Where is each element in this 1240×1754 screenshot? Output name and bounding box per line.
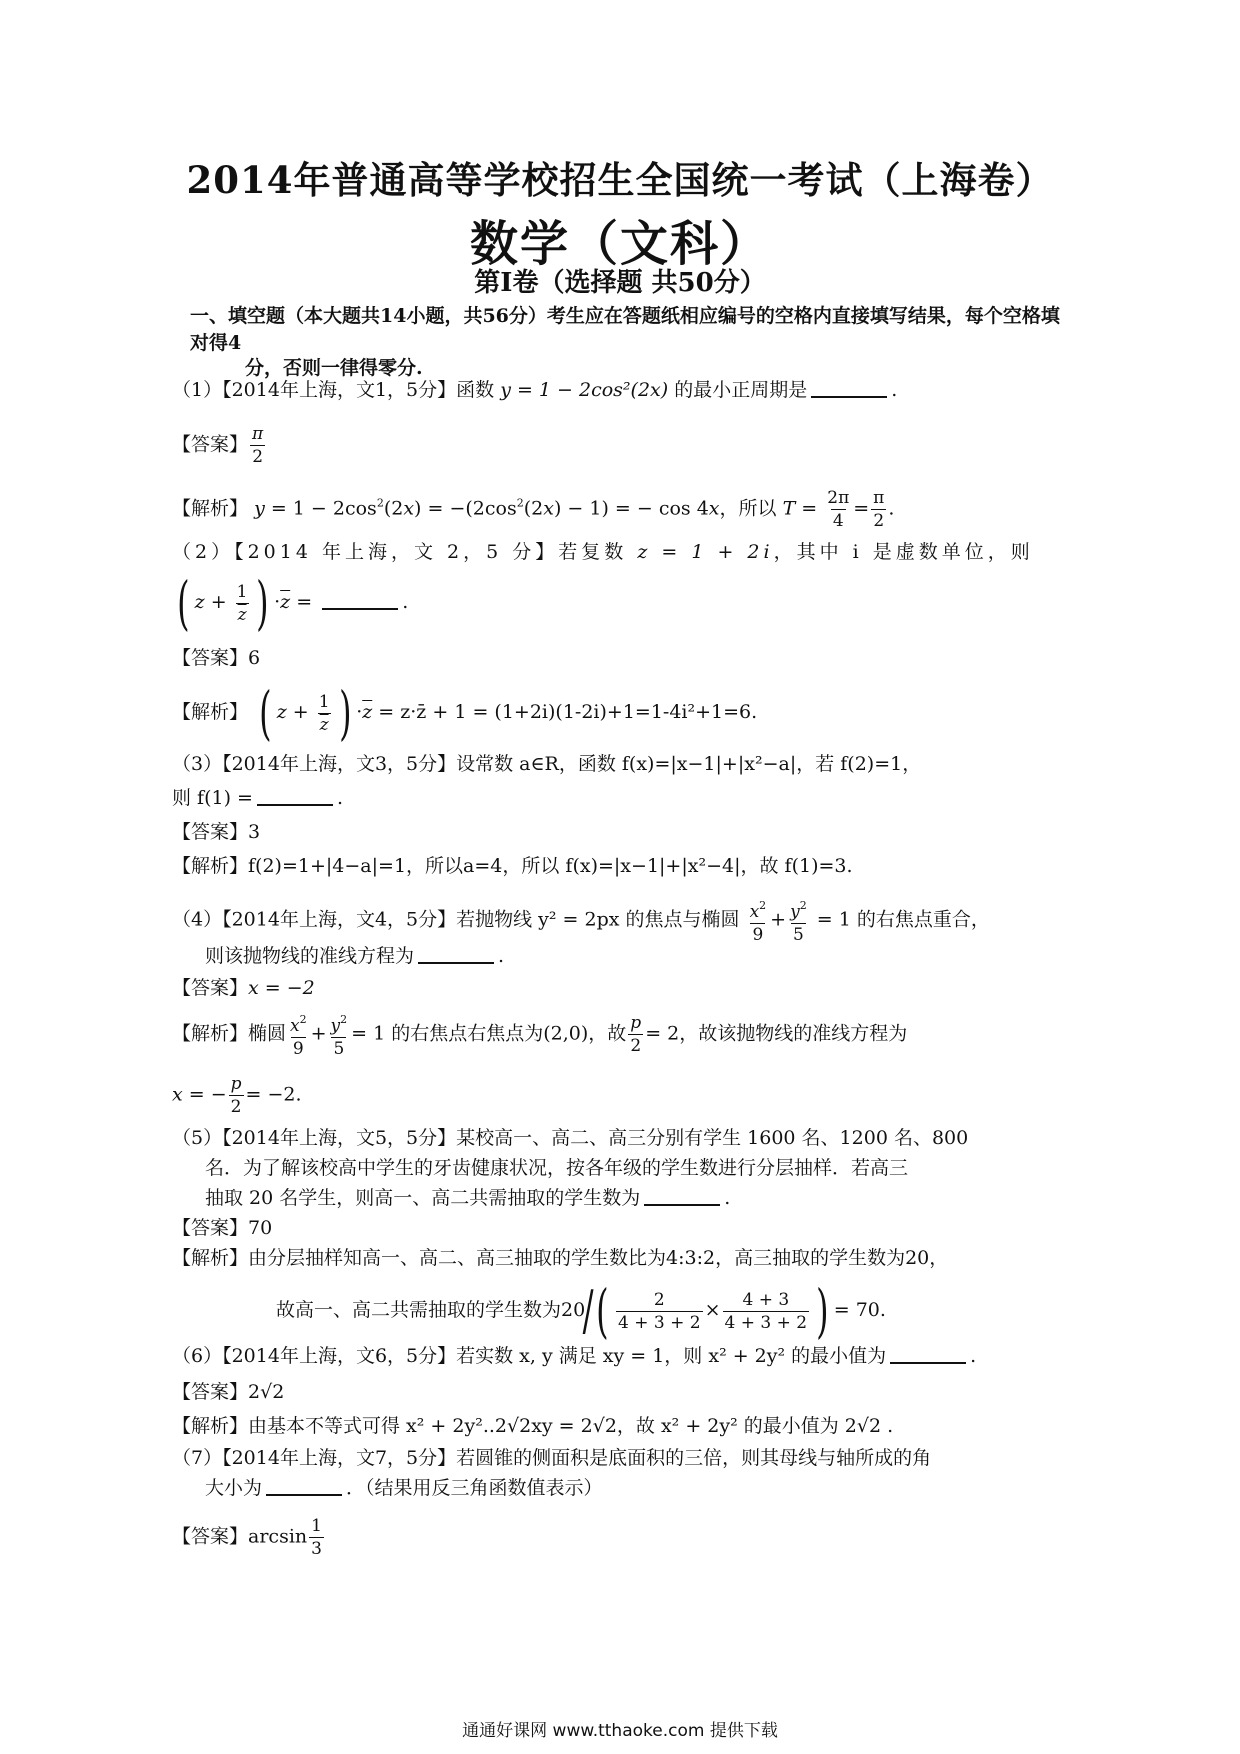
analysis-text: 由基本不等式可得 x² + 2y²..2√2xy = 2√2，故 x² + 2y² 的最小值为 2√2 .	[248, 1415, 894, 1437]
answer-fraction: $\frac{\pi}{2}$	[252, 424, 264, 467]
problem-number: （5）	[172, 1127, 223, 1149]
answer-label: 【答案】	[172, 1217, 249, 1239]
analysis-3	[172, 854, 853, 878]
analysis-4-line2: x = − $\frac{p}{2}$ = −2.	[172, 1074, 302, 1117]
problem-text: 的最小正周期是	[674, 379, 808, 401]
problem-3-line2: 则 f(1) = .	[172, 787, 343, 809]
analysis-1: 【解析】 $y = 1 - 2\cos^2(2x) = -(2\cos^2(2x) - 1)$ = − cos 4x，所以 T = $\frac{2\pi}{4}$ = $\frac{\pi}{2}$ .	[172, 488, 895, 531]
problem-2-expression: ( z + $\frac{1}{z}$ ) $\cdot\overline{z}$ = .	[177, 569, 409, 637]
answer-label: 【答案】	[172, 977, 249, 999]
problem-number: （4）	[172, 908, 223, 931]
problem-6: （6）【2014年上海，文6，5分】若实数 x, y 满足 xy = 1，则 x² + 2y² 的最小值为 .	[172, 1345, 977, 1367]
problem-text: 则该抛物线的准线方程为	[205, 945, 415, 967]
problem-source: 【2014年上海，文6，5分】	[222, 1345, 457, 1367]
answer-blank	[811, 378, 887, 398]
subject-title: 数学（文科）	[469, 216, 770, 272]
problem-text: 若实数 x, y 满足 xy = 1，则 x² + 2y² 的最小值为	[456, 1345, 887, 1367]
problem-source: 【2014年上海，文4，5分】	[222, 908, 457, 931]
problem-number: （7）	[172, 1447, 223, 1469]
answer-7	[172, 1516, 326, 1559]
answer-1	[172, 424, 267, 467]
answer-blank	[257, 786, 333, 806]
problem-source: 【2014年上海，文5，5分】	[222, 1127, 457, 1149]
problem-text: 则 f(1) =	[172, 787, 253, 809]
analysis-text: = −2.	[245, 1083, 302, 1106]
problem-4-line2: 则该抛物线的准线方程为 .	[205, 945, 505, 967]
analysis-6	[172, 1414, 893, 1438]
answer-label: 【答案】	[172, 433, 249, 456]
exam-title: 2014年普通高等学校招生全国统一考试（上海卷）	[186, 158, 1054, 202]
problem-text: 设常数 a∈R，函数 f(x)=|x−1|+|x²−a|，若 f(2)=1，	[456, 753, 922, 775]
answer-func: arcsin	[248, 1525, 308, 1548]
problem-text: 函数	[456, 379, 495, 401]
answer-value: x = −2	[248, 977, 315, 999]
analysis-text: 椭圆	[248, 1022, 287, 1045]
problem-text: 若抛物线 y² = 2px 的焦点与椭圆	[456, 908, 740, 931]
answer-blank	[266, 1476, 342, 1496]
answer-label: 【答案】	[172, 1381, 249, 1403]
answer-blank	[322, 590, 398, 610]
answer-value: 3	[248, 821, 261, 843]
answer-fraction: $\frac{1}{3}$	[311, 1516, 322, 1559]
problem-2	[172, 540, 1034, 564]
problem-text: 抽取 20 名学生，则高一、高二共需抽取的学生数为	[205, 1187, 641, 1209]
formula: z = 1 + 2i	[637, 541, 774, 563]
volume-title: 第Ⅰ卷（选择题 共50分）	[474, 268, 766, 298]
problem-text: = 1 的右焦点重合，	[816, 908, 990, 931]
problem-text: 若圆锥的侧面积是底面积的三倍，则其母线与轴所成的角	[456, 1447, 932, 1469]
answer-label: 【答案】	[172, 821, 249, 843]
problem-3	[172, 752, 921, 776]
answer-value: 70	[248, 1217, 273, 1239]
answer-5	[172, 1216, 272, 1240]
problem-text: 某校高一、高二、高三分别有学生 1600 名、1200 名、800	[456, 1127, 969, 1149]
analysis-text: 由分层抽样知高一、高二、高三抽取的学生数比为4:3:2，高三抽取的学生数为20，	[248, 1247, 949, 1269]
answer-value: 6	[248, 647, 261, 669]
analysis-text: 故高一、高二共需抽取的学生数为	[276, 1299, 562, 1321]
analysis-text: = 70.	[833, 1299, 886, 1321]
problem-5-line2: 名．为了解该校高中学生的牙齿健康状况，按各年级的学生数进行分层抽样．若高三	[205, 1157, 909, 1179]
answer-blank	[644, 1186, 720, 1206]
analysis-text: f(2)=1+|4−a|=1，所以a=4，所以 f(x)=|x−1|+|x²−4|，故 f(1)=3.	[248, 855, 853, 877]
problem-text: ．（结果用反三角函数值表示）	[346, 1477, 603, 1499]
formula: y = 1 − 2cos²(2x)	[500, 379, 669, 401]
answer-2	[172, 646, 260, 670]
problem-source: 【2014年上海，文7，5分】	[222, 1447, 457, 1469]
analysis-label: 【解析】	[172, 497, 249, 520]
analysis-5-line2: 故高一、高二共需抽取的学生数为20/( $\frac{2}{4 + 3 + 2}$ × $\frac{4 + 3}{4 + 3 + 2}$ ) = 70.	[276, 1277, 886, 1345]
problem-text: 大小为	[205, 1477, 263, 1499]
answer-blank	[890, 1344, 966, 1364]
analysis-label: 【解析】	[172, 1415, 249, 1437]
answer-blank	[418, 944, 494, 964]
analysis-label: 【解析】	[172, 855, 249, 877]
analysis-5	[172, 1246, 948, 1270]
analysis-text: = 1 的右焦点右焦点为(2,0)，故	[351, 1022, 627, 1045]
problem-source: 【2014 年上海，文 2，5 分】	[234, 541, 559, 563]
problem-7	[172, 1446, 931, 1470]
problem-source: 【2014年上海，文1，5分】	[222, 379, 457, 401]
analysis-text: = z·z̄ + 1 = (1+2i)(1-2i)+1=1-4i²+1=6.	[378, 701, 758, 723]
section-heading-cont: 分，否则一律得零分.	[245, 357, 423, 379]
problem-source: 【2014年上海，文3，5分】	[222, 753, 457, 775]
problem-number: （2）	[172, 541, 235, 563]
answer-6	[172, 1380, 284, 1404]
answer-label: 【答案】	[172, 647, 249, 669]
analysis-label: 【解析】	[172, 701, 249, 723]
problem-number: （6）	[172, 1345, 223, 1367]
problem-5-line3: 抽取 20 名学生，则高一、高二共需抽取的学生数为 .	[205, 1187, 731, 1209]
problem-text: ，其中 i 是虚数单位，则	[773, 541, 1034, 563]
problem-4: （4）【2014年上海，文4，5分】若抛物线 y² = 2px 的焦点与椭圆 $\frac{x^2}{9}$ + $\frac{y^2}{5}$ = 1 的右焦点重合，	[172, 899, 990, 945]
answer-4	[172, 976, 315, 1000]
problem-5	[172, 1126, 968, 1150]
problem-7-line2	[205, 1476, 603, 1500]
problem-1: （1）【2014年上海，文1，5分】函数 y = 1 − 2cos²(2x) 的最小正周期是 .	[172, 379, 898, 401]
analysis-text: = 2，故该抛物线的准线方程为	[645, 1022, 908, 1045]
answer-value: 2√2	[248, 1381, 285, 1403]
footer: 通通好课网 www.tthaoke.com 提供下载	[462, 1721, 778, 1741]
analysis-2: 【解析】 ( z + $\frac{1}{z}$ ) $\cdot\overline{z}$ = z·z̄ + 1 = (1+2i)(1-2i)+1=1-4i²+1=6.	[172, 679, 758, 747]
analysis-label: 【解析】	[172, 1247, 249, 1269]
problem-number: （3）	[172, 753, 223, 775]
section-heading: 一、填空题（本大题共14小题，共56分）考生应在答题纸相应编号的空格内直接填写结果，每个空格填对得4	[190, 305, 1060, 354]
answer-label: 【答案】	[172, 1525, 249, 1548]
analysis-label: 【解析】	[172, 1022, 249, 1045]
analysis-4: 【解析】椭圆 $\frac{x^2}{9}$ + $\frac{y^2}{5}$ = 1 的右焦点右焦点为(2,0)，故 $\frac{p}{2}$ = 2，故该抛物线的准线方程为	[172, 1013, 908, 1059]
problem-number: （1）	[172, 379, 223, 401]
answer-3	[172, 820, 260, 844]
problem-text: 若复数	[558, 541, 628, 563]
